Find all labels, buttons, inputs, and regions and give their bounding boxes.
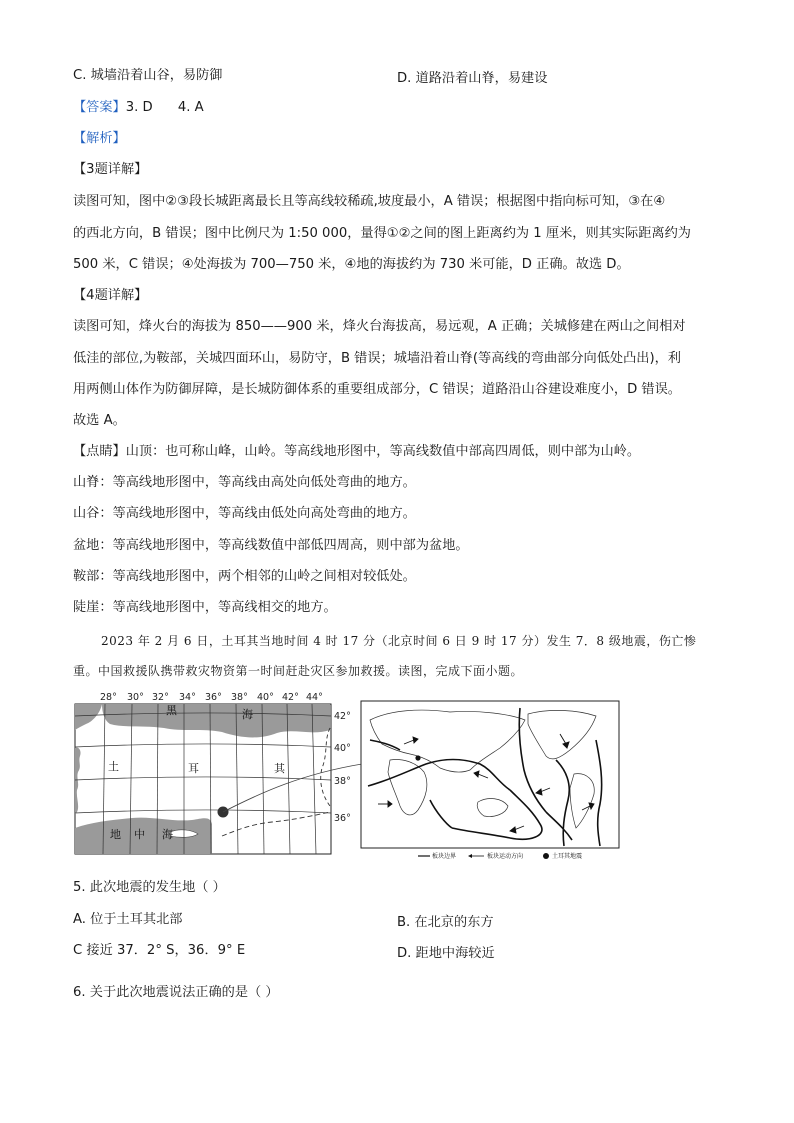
med-label-1: 地: [110, 828, 121, 841]
lon-label: 44°: [306, 692, 323, 703]
turkey-map-svg: [72, 688, 362, 858]
country-label-1: 土: [108, 760, 119, 773]
lon-label: 36°: [205, 692, 222, 703]
world-plate-svg: [360, 700, 622, 862]
q3-line-3: 500 米，C 错误；④处海拔为 700—750 米，④地的海拔约为 730 米可能，D 正确。故选 D。: [73, 257, 630, 272]
lat-label: 40°: [334, 743, 351, 754]
tip-line-3: 山谷：等高线地形图中，等高线由低处向高处弯曲的地方。: [73, 506, 416, 521]
analysis-label: 【解析】: [73, 131, 126, 146]
answer-row: [73, 99, 204, 117]
black-sea-label-1: 黑: [166, 704, 177, 717]
tip-line-5: 鞍部：等高线地形图中，两个相邻的山岭之间相对较低处。: [73, 569, 416, 584]
country-label-3: 其: [274, 762, 285, 775]
lon-label: 42°: [282, 692, 299, 703]
legend-earthquake: 土耳其地震: [552, 853, 583, 860]
q6-stem: 6. 关于此次地震说法正确的是（ ）: [73, 985, 279, 1000]
legend-plate-boundary: 板块边界: [432, 853, 457, 860]
country-label-2: 耳: [188, 762, 199, 775]
lon-label: 32°: [152, 692, 169, 703]
turkey-map: [72, 688, 362, 858]
q5-option-d: D. 距地中海较近: [397, 946, 495, 961]
black-sea-label-2: 海: [242, 708, 253, 721]
answer-label: 【答案】: [73, 100, 126, 115]
world-earthquake-marker: [415, 755, 420, 760]
q5-option-b: B. 在北京的东方: [397, 915, 494, 930]
q4-title: 【4题详解】: [73, 288, 148, 303]
med-label-2: 中: [134, 828, 145, 841]
q4-line-3: 用两侧山体作为防御屏障，是长城防御体系的重要组成部分，C 错误；道路沿山谷建设难度小，D 错误。: [73, 382, 681, 397]
q5-option-a: A. 位于土耳其北部: [73, 912, 183, 927]
lat-label: 42°: [334, 711, 351, 722]
tip-line-6: 陡崖：等高线地形图中，等高线相交的地方。: [73, 600, 337, 615]
tip-line-1: 【点睛】山顶：也可称山峰，山岭。等高线地形图中，等高线数值中部高四周低，则中部为山岭。: [73, 444, 641, 459]
lon-label: 40°: [257, 692, 274, 703]
q3-line-1: 读图可知，图中②③段长城距离最长且等高线较稀疏,坡度最小，A 错误；根据图中指向标可知，③在④: [73, 194, 666, 209]
tip-line-4: 盆地：等高线地形图中，等高线数值中部低四周高，则中部为盆地。: [73, 538, 469, 553]
q5-option-c: C 接近 37．2° S，36．9° E: [73, 943, 246, 958]
lat-label: 38°: [334, 776, 351, 787]
option-c-prev: C. 城墙沿着山谷，易防御: [73, 68, 223, 83]
q3-title: 【3题详解】: [73, 162, 148, 177]
q5-stem: 5. 此次地震的发生地（ ）: [73, 880, 226, 895]
tip-line-2: 山脊：等高线地形图中，等高线由高处向低处弯曲的地方。: [73, 475, 416, 490]
option-d-prev: D. 道路沿着山脊，易建设: [397, 71, 548, 86]
lon-label: 38°: [231, 692, 248, 703]
lon-label: 30°: [127, 692, 144, 703]
q4-line-4: 故选 A。: [73, 413, 126, 428]
lon-label: 28°: [100, 692, 117, 703]
legend-plate-motion: 板块运动方向: [487, 853, 524, 860]
world-plate-map: [360, 700, 622, 862]
q4-line-1: 读图可知，烽火台的海拔为 850——900 米，烽火台海拔高，易远观，A 正确；关城修建在两山之间相对: [73, 319, 686, 334]
intro-line-1: 2023 年 2 月 6 日，土耳其当地时间 4 时 17 分（北京时间 6 日 9 时 17 分）发生 7．8 级地震，伤亡惨: [101, 634, 697, 648]
q4-line-2: 低洼的部位,为鞍部，关城四面环山，易防守，B 错误；城墙沿着山脊(等高线的弯曲部分向低处凸出)，利: [73, 351, 681, 366]
answer-text: 3. D 4. A: [125, 100, 204, 115]
intro-line-2: 重。中国救援队携带救灾物资第一时间赶赴灾区参加救援。读图，完成下面小题。: [73, 664, 524, 678]
lat-label: 36°: [334, 813, 351, 824]
lon-label: 34°: [179, 692, 196, 703]
q3-line-2: 的西北方向，B 错误；图中比例尺为 1:50 000，量得①②之间的图上距离约为 1 厘米，则其实际距离约为: [73, 226, 691, 241]
med-label-3: 海: [162, 828, 173, 841]
